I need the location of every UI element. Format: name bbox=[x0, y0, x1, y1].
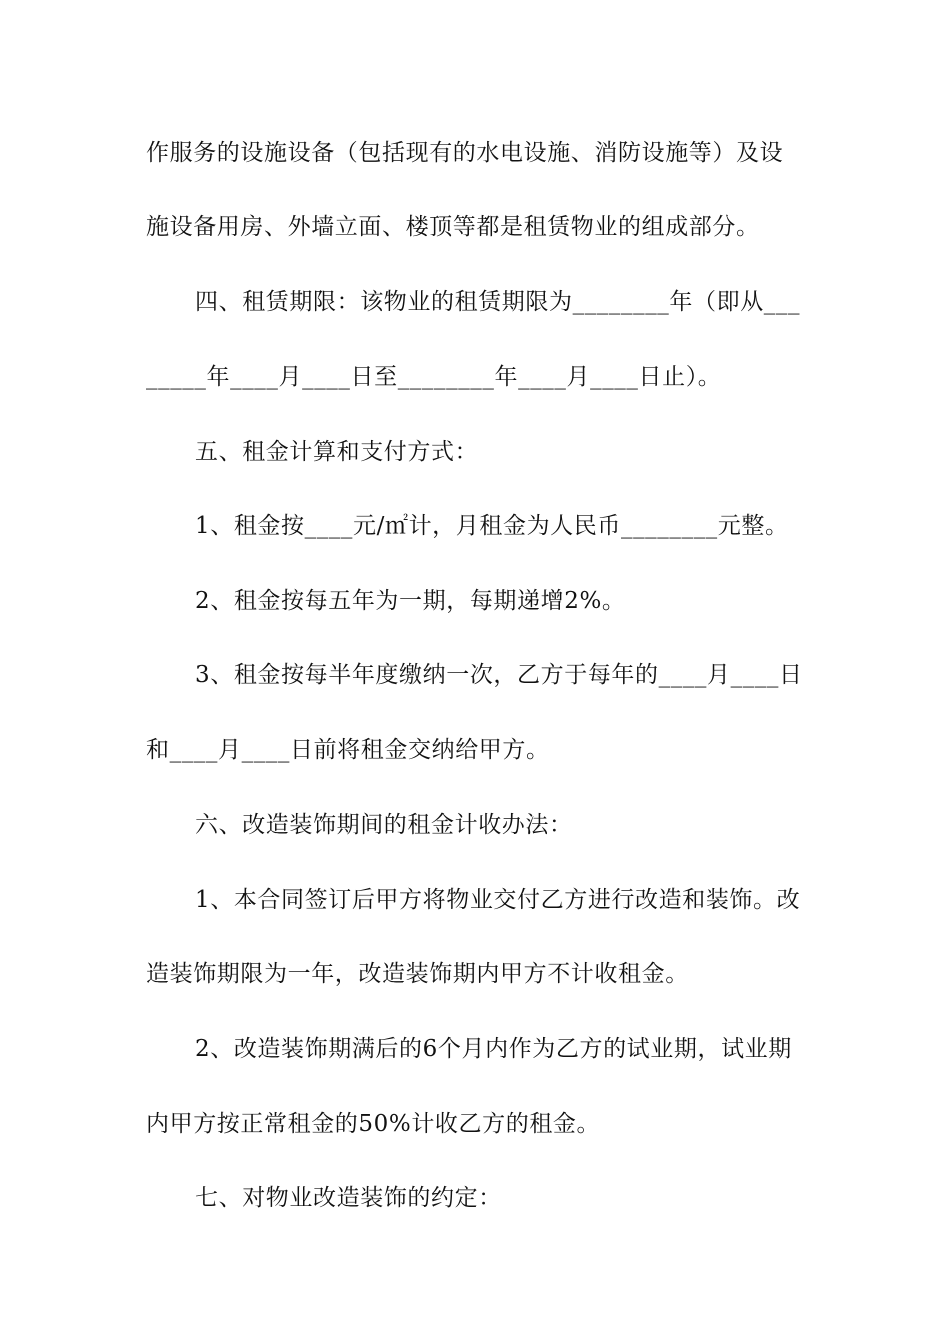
section-heading-rent-calculation: 五、租金计算和支付方式： bbox=[195, 439, 479, 465]
text-line: 造装饰期限为一年，改造装饰期内甲方不计收租金。 bbox=[146, 961, 689, 987]
text-line: _____年____月____日至________年____月____日止）。 bbox=[146, 364, 722, 390]
list-item: 2、改造装饰期满后的6个月内作为乙方的试业期，试业期 bbox=[195, 1036, 792, 1062]
section-heading-renovation-agreement: 七、对物业改造装饰的约定： bbox=[195, 1185, 502, 1211]
list-item: 1、本合同签订后甲方将物业交付乙方进行改造和装饰。改 bbox=[195, 887, 801, 913]
list-item: 3、租金按每半年度缴纳一次，乙方于每年的____月____日 bbox=[195, 662, 803, 688]
text-line: 和____月____日前将租金交纳给甲方。 bbox=[146, 737, 550, 763]
text-line: 内甲方按正常租金的50%计收乙方的租金。 bbox=[146, 1111, 601, 1137]
text-line: 作服务的设施设备（包括现有的水电设施、消防设施等）及设 bbox=[146, 140, 784, 166]
section-heading-lease-term: 四、租赁期限：该物业的租赁期限为________年（即从___ bbox=[195, 289, 801, 315]
section-heading-renovation-rent: 六、改造装饰期间的租金计收办法： bbox=[195, 812, 573, 838]
list-item: 1、租金按____元/㎡计，月租金为人民币________元整。 bbox=[195, 513, 789, 539]
list-item: 2、租金按每五年为一期，每期递增2%。 bbox=[195, 588, 626, 614]
text-line: 施设备用房、外墙立面、楼顶等都是租赁物业的组成部分。 bbox=[146, 214, 760, 240]
